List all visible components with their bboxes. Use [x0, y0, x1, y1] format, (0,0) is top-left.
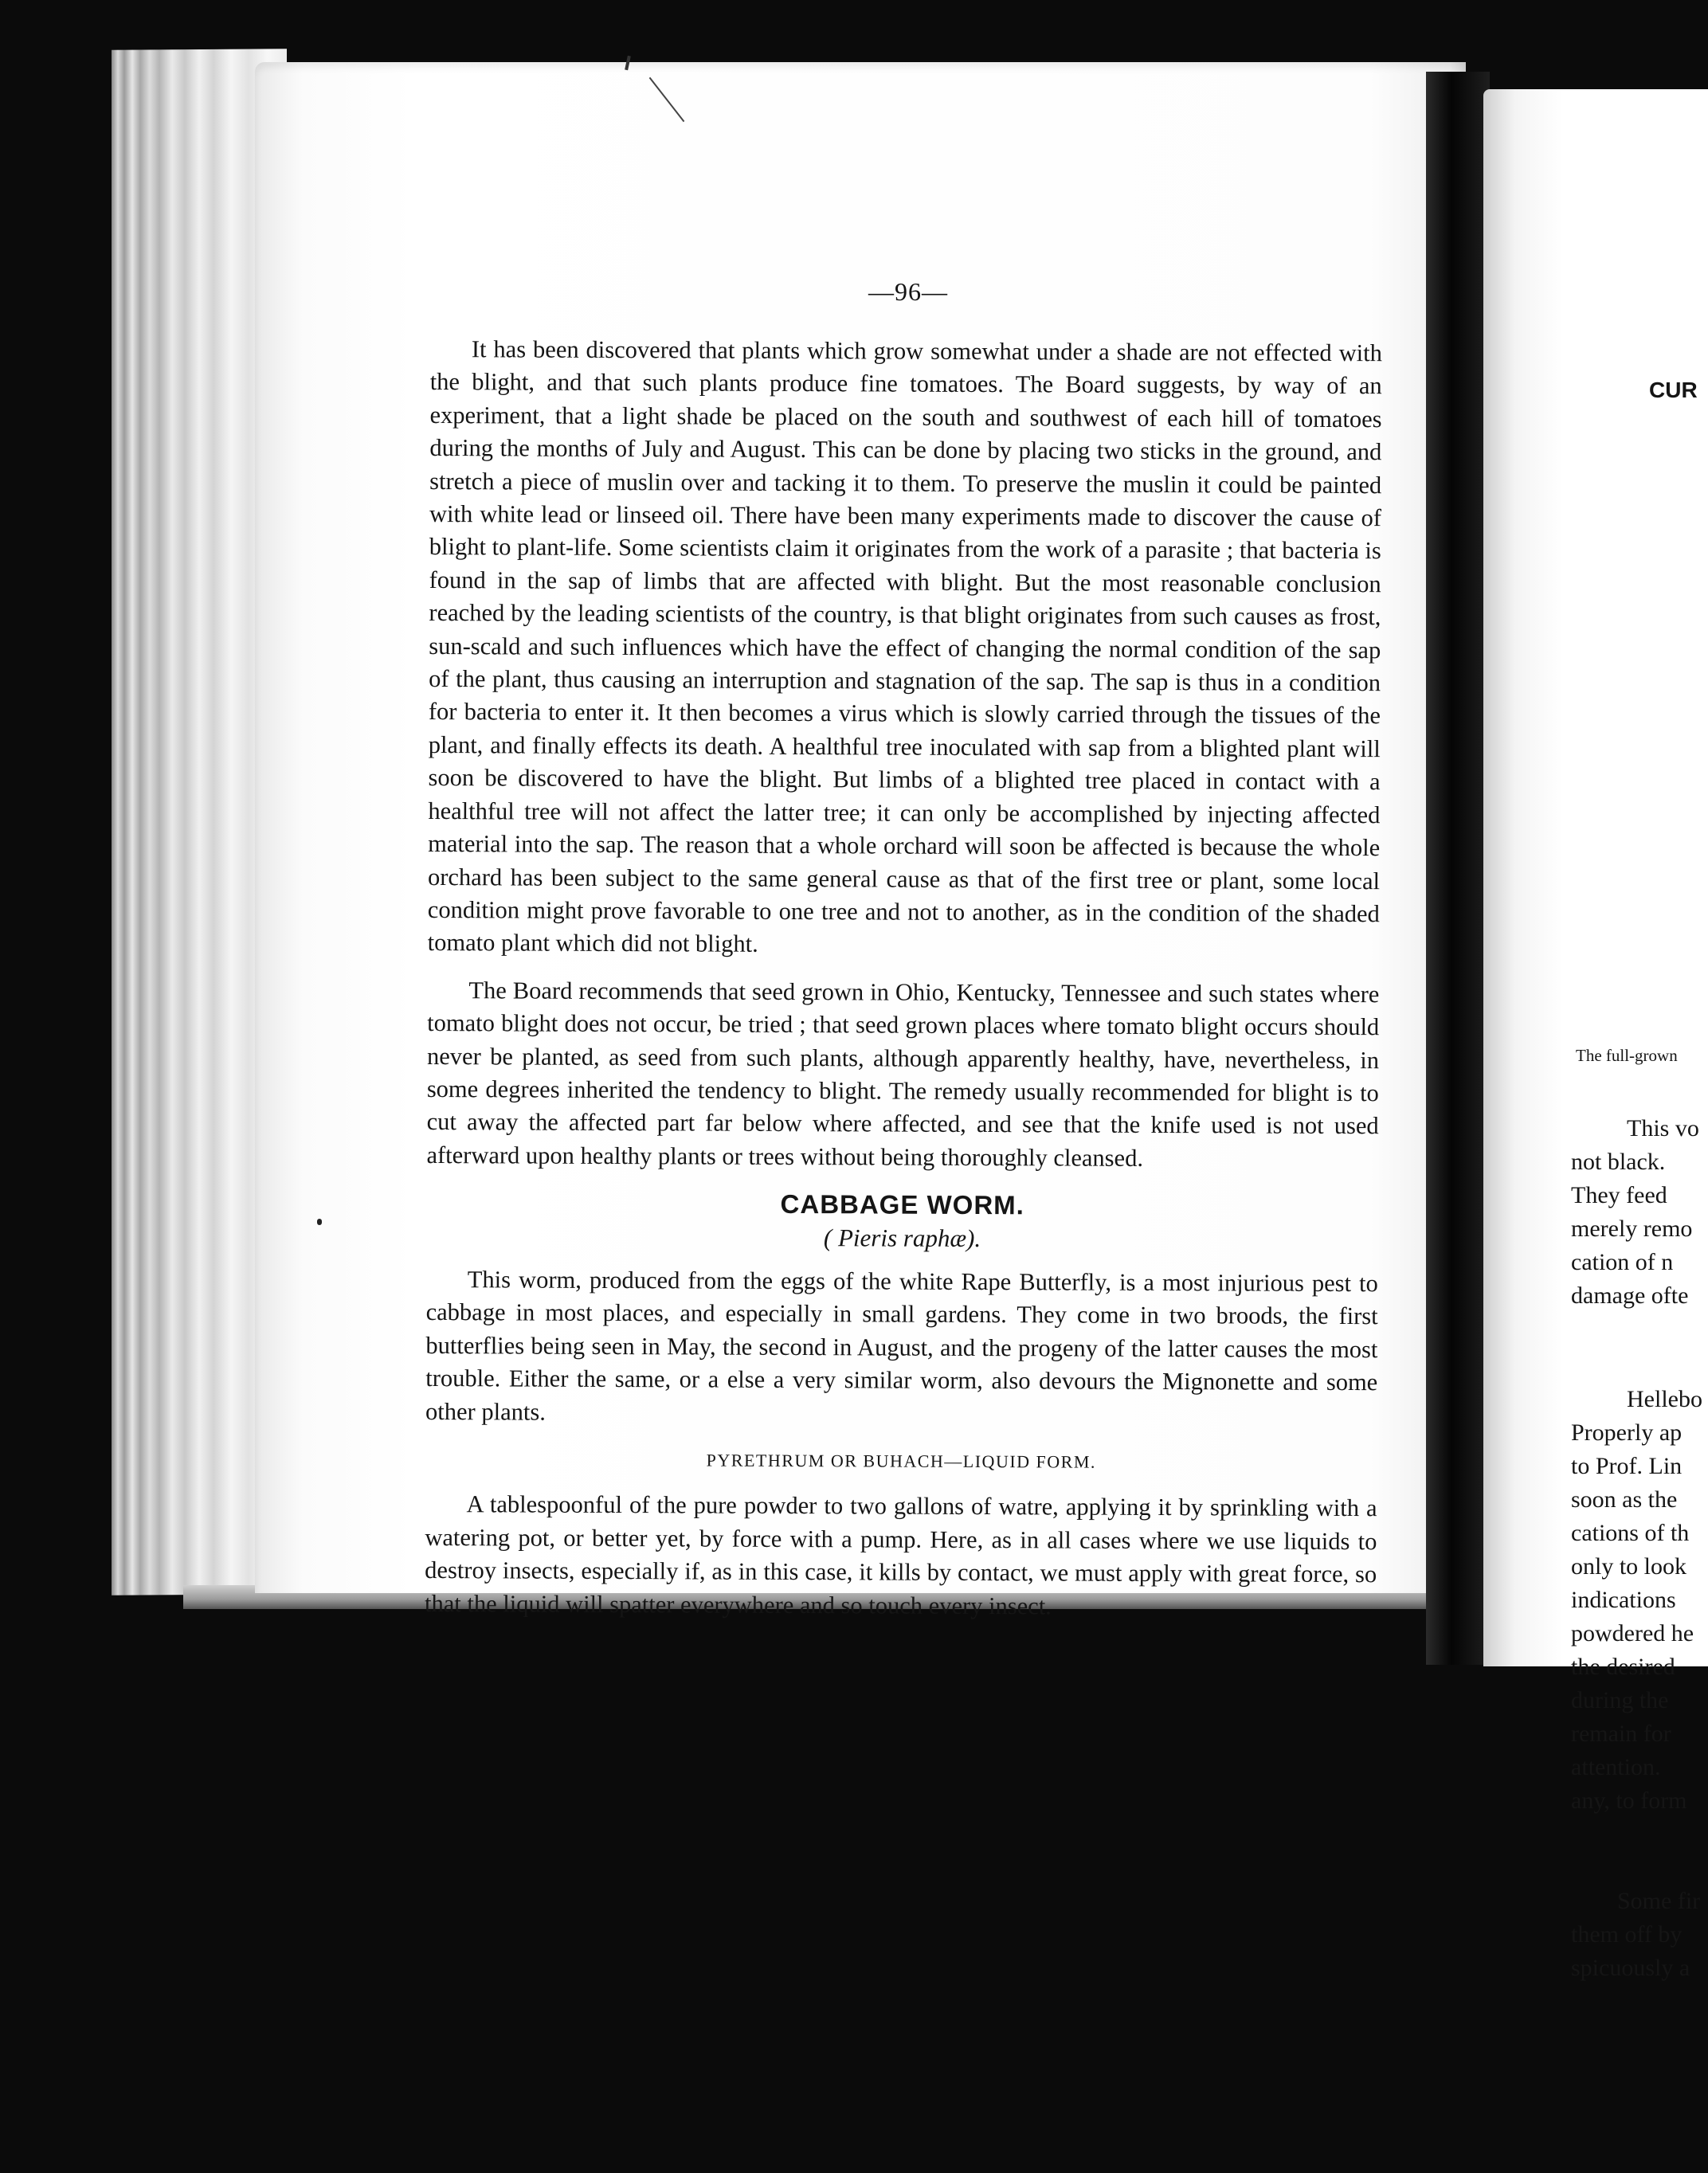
text-line: Some fir [1617, 1888, 1701, 1914]
paragraph: A tablespoonful of the pure powder to two gallons of watre, applying it by sprinkling with a watering pot, or better yet, by force with a pump. Here, as in all cases where we use liquids to destroy insects, especially if, as in this case, it kills by contact, we must apply with great force, so that the liquid will spatter everywhere and so touch every insect. [424, 1490, 1377, 1620]
paragraph: The Board recommends that seed grown in Ohio, Kentucky, Tennessee and such states where tomato blight does not occur, be tried ; that seed grown places where tomato blight occurs should never be planted, as seed from such plants, although apparently healthy, have, nevertheless, in some degrees inherited the tendency to blight. The remedy usually recommended for blight is to cut away the affected part far below where affected, and see that the knife used is not used afterward upon healthy plants or trees without being thoroughly cleansed. [426, 976, 1380, 1172]
text-line: indications [1571, 1587, 1676, 1613]
right-page-heading: CUR [1649, 378, 1698, 402]
section-subtitle: ( Pieris raphæ). [823, 1223, 981, 1252]
text-line: not black. [1571, 1149, 1666, 1175]
text-line: merely remo [1571, 1216, 1693, 1242]
text-line: any, to form [1571, 1787, 1687, 1814]
section-title: CABBAGE WORM. [780, 1189, 1024, 1220]
page-body [425, 333, 1382, 1639]
text-line: They feed [1571, 1182, 1667, 1208]
paragraph: This worm, produced from the eggs of the white Rape Butterfly, is a most injurious pest to cabbage in most places, and especially in small gardens. They come in two broods, the first butterflies being seen in May, the second in August, and the progeny of the latter causes the most trouble. Either the same, or a else a very similar worm, also devours the Mignonette and some other plants. [425, 1266, 1378, 1426]
text-line: powdered he [1571, 1620, 1694, 1646]
text-line: This vo [1627, 1115, 1699, 1141]
page-number: —96— [868, 277, 948, 306]
text-line: Properly ap [1571, 1419, 1683, 1446]
text-line: to Prof. Lin [1571, 1453, 1683, 1479]
text-line: only to look [1571, 1553, 1687, 1580]
right-page-caption: The full-grown [1576, 1046, 1678, 1065]
text-line: Hellebo [1627, 1386, 1702, 1412]
text-line: during the [1571, 1687, 1669, 1713]
book-gutter [1426, 72, 1490, 1665]
text-line: them off by [1571, 1921, 1683, 1948]
scan-mark [317, 1219, 322, 1225]
text-line: cations of th [1571, 1520, 1690, 1546]
paragraph: It has been discovered that plants which grow somewhat under a shade are not effected with the blight, and that such plants produce fine tomatoes. The Board suggests, by way of an experiment, that a light shade be placed on the south and southwest of each hill of tomatoes during the months of July and August. This can be done by placing two sticks in the ground, and stretch a piece of muslin over and tacking it to them. To preserve the muslin it could be painted with white lead or linseed oil. There have been many experiments made to discover the cause of blight to plant-life. Some scientists claim it originates from the work of a parasite ; that bacteria is found in the sap of limbs that are affected with blight. But the most reasonable conclusion reached by the leading scientists of the country, is that blight originates from such causes as frost, sun-scald and such influences which have the effect of changing the normal condition of the sap of the plant, thus causing an interruption and stagnation of the sap. The sap is thus in a condition for bacteria to enter it. It then becomes a virus which is slowly carried through the tissues of the plant, and finally effects its death. A healthful tree inoculated with sap from a blighted plant will soon be discovered to have the blight. But limbs of a blighted tree placed in contact with a healthful tree will not affect the latter tree; it can only be accomplished by injecting affected material into the sap. The reason that a whole orchard will soon be affected is because the whole orchard has been subject to the same general cause as that of the first tree or plant, some local condition might prove favorable to one tree and not to another, as in the condition of the shaded tomato plant which did not blight. [427, 335, 1382, 958]
text-line: attention. [1571, 1754, 1661, 1780]
text-line: remain for [1571, 1721, 1671, 1747]
text-line: soon as the [1571, 1486, 1678, 1513]
text-line: spicuously a [1571, 1955, 1690, 1981]
text-line: cation of n [1571, 1249, 1674, 1275]
sub-heading: PYRETHRUM OR BUHACH—LIQUID FORM. [706, 1450, 1097, 1472]
text-line: the desired [1571, 1654, 1675, 1680]
text-line: damage ofte [1571, 1282, 1689, 1309]
